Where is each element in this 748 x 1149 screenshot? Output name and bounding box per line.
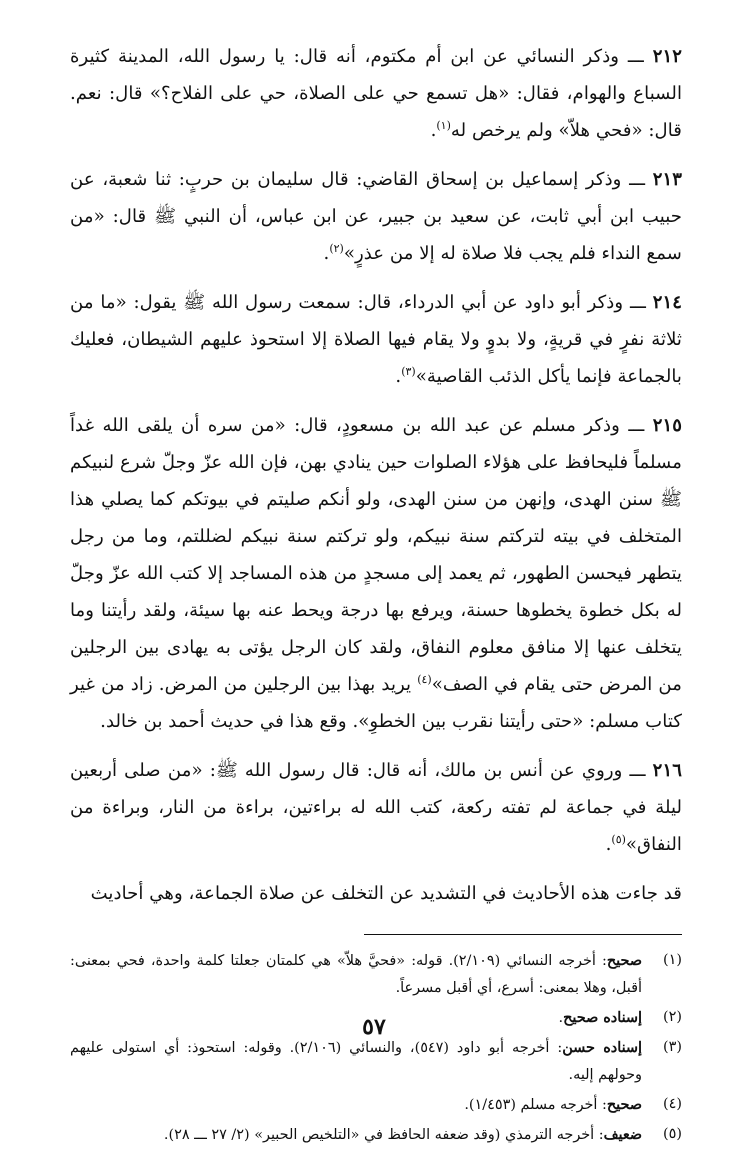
footnote-number: (٣) <box>663 1039 682 1055</box>
hadith-number: ٢١٦ <box>652 760 682 781</box>
footnote-body <box>70 1121 642 1149</box>
footnote-ref: (٢) <box>329 241 344 255</box>
footnote-ref: (٥) <box>611 832 626 846</box>
closing-line: قد جاءت هذه الأحاديث في التشديد عن التخلف عن صلاة الجماعة، وهي أحاديث <box>90 883 682 904</box>
hadith-216 <box>70 752 682 863</box>
footnote-1 <box>70 947 682 1002</box>
hadith-text: وذكر مسلم عن عبد الله بن مسعودٍ، قال: «من سره أن يلقى الله غداً مسلماً فليحافظ على هؤلاء الصلوات حين ينادي بهن، فإن الله عزّ وجلّ شرع لنبيكم ﷺ سنن الهدى، وإنهن من سنن الهدى، ولو أنكم صليتم في بيوتكم كما يصلي هذا المتخلف في بيته لتركتم سنة نبيكم، ولو تركتم سنة نبيكم لضللتم، وما من رجل يتطهر فيحسن الطهور، ثم يعمد إلى مسجدٍ من هذه المساجد إلا كتب الله عزّ وجلّ له بكل خطوة يخطوها حسنة، ويرفع بها درجة ويحط عنه بها سيئة، ولقد رأيتنا وما يتخلف عنها إلا منافق معلوم النفاق، ولقد كان الرجل يؤتى به يهادى بين الرجلين من المرض حتى يقام في الصف» <box>70 415 682 695</box>
footnote-body <box>70 947 642 1002</box>
hadith-number: ٢١٣ <box>652 169 682 190</box>
hadith-number: ٢١٥ <box>652 415 682 436</box>
footnote-number: (٢) <box>663 1009 682 1025</box>
hadith-dash: ـــ <box>619 46 653 67</box>
hadith-tail: . <box>395 366 402 387</box>
hadith-212 <box>70 38 682 149</box>
closing-paragraph <box>70 875 682 912</box>
hadith-tail: . <box>323 243 330 264</box>
hadith-tail: . <box>430 120 437 141</box>
hadith-text: وذكر النسائي عن ابن أم مكتوم، أنه قال: يا رسول الله، المدينة كثيرة السباع والهوام، فقال: «هل تسمع حي على الصلاة، حي على الفلاح؟» قال: نعم. قال: «فحي هلاّ» ولم يرخص له <box>70 46 682 141</box>
footnote-grade: إسناده حسن <box>562 1039 642 1056</box>
hadith-dash: ـــ <box>623 292 653 313</box>
footnote-grade: إسناده صحيح <box>563 1009 642 1026</box>
footnote-grade: ضعيف <box>603 1126 642 1143</box>
footnote-4 <box>70 1091 682 1119</box>
hadith-214 <box>70 284 682 395</box>
hadith-tail: . <box>605 834 612 855</box>
footnote-number: (٤) <box>663 1096 682 1112</box>
footnote-number: (١) <box>663 952 682 968</box>
footnote-5 <box>70 1121 682 1149</box>
footnote-body <box>70 1091 642 1119</box>
hadith-213 <box>70 161 682 272</box>
footnote-ref: (٣) <box>401 364 416 378</box>
hadith-tail: يريد بهذا بين الرجلين من المرض. زاد من غير كتاب مسلم: «حتى رأيتنا نقرب بين الخطوِ». وقع هذا في حديث أحمد بن خالد. <box>70 674 682 732</box>
hadith-text: وروي عن أنس بن مالك، أنه قال: قال رسول الله ﷺ: «من صلى أربعين ليلة في جماعة لم تفته ركعة، كتب الله له براءتين، براءة من النار، وبراءة من النفاق» <box>70 760 682 855</box>
footnote-text: . <box>558 1010 564 1026</box>
hadith-215 <box>70 407 682 740</box>
footnote-3 <box>70 1034 682 1089</box>
hadith-list <box>70 38 682 912</box>
footnote-text: : أخرجه مسلم (١/٤٥٣). <box>464 1097 607 1113</box>
footnotes <box>70 947 682 1149</box>
footnote-text: : أخرجه النسائي (٢/١٠٩). قوله: «فحيَّ هلاّ» هي كلمتان جعلتا كلمة واحدة، فحي بمعنى: أقبل، وهلا بمعنى: أسرع، أي أقبل مسرعاً. <box>70 953 642 996</box>
page-number: ٥٧ <box>362 1014 386 1040</box>
hadith-text: وذكر إسماعيل بن إسحاق القاضي: قال سليمان بن حربٍ: ثنا شعبة، عن حبيب ابن أبي ثابت، عن سعيد بن جبير، عن ابن عباس، أن النبي ﷺ قال: «من سمع النداء فلم يجب فلا صلاة له إلا من عذرٍ» <box>70 169 682 264</box>
footnote-body <box>70 1034 642 1089</box>
footnote-grade: صحيح <box>606 952 642 969</box>
hadith-text: وذكر أبو داود عن أبي الدرداء، قال: سمعت رسول الله ﷺ يقول: «ما من ثلاثة نفرٍ في قريةٍ، ولا بدوٍ ولا يقام فيها الصلاة إلا استحوذ عليهم الشيطان، فعليك بالجماعة فإنما يأكل الذئب القاصية» <box>70 292 682 387</box>
footnote-ref: (١) <box>436 118 451 132</box>
hadith-dash: ـــ <box>619 415 653 436</box>
hadith-number: ٢١٤ <box>652 292 682 313</box>
hadith-dash: ـــ <box>622 760 653 781</box>
footnote-ref: (٤) <box>417 672 432 686</box>
hadith-dash: ـــ <box>621 169 653 190</box>
footnote-text: : أخرجه أبو داود (٥٤٧)، والنسائي (٢/١٠٦). وقوله: استحوذ: أي استولى عليهم وحولهم إليه. <box>70 1040 642 1083</box>
footnote-separator <box>364 934 682 935</box>
footnote-number: (٥) <box>663 1126 682 1142</box>
hadith-number: ٢١٢ <box>652 46 682 67</box>
footnote-grade: صحيح <box>606 1096 642 1113</box>
footnote-text: : أخرجه الترمذي (وقد ضعفه الحافظ في «التلخيص الحبير» (٢/ ٢٧ ـــ ٢٨). <box>163 1127 604 1143</box>
